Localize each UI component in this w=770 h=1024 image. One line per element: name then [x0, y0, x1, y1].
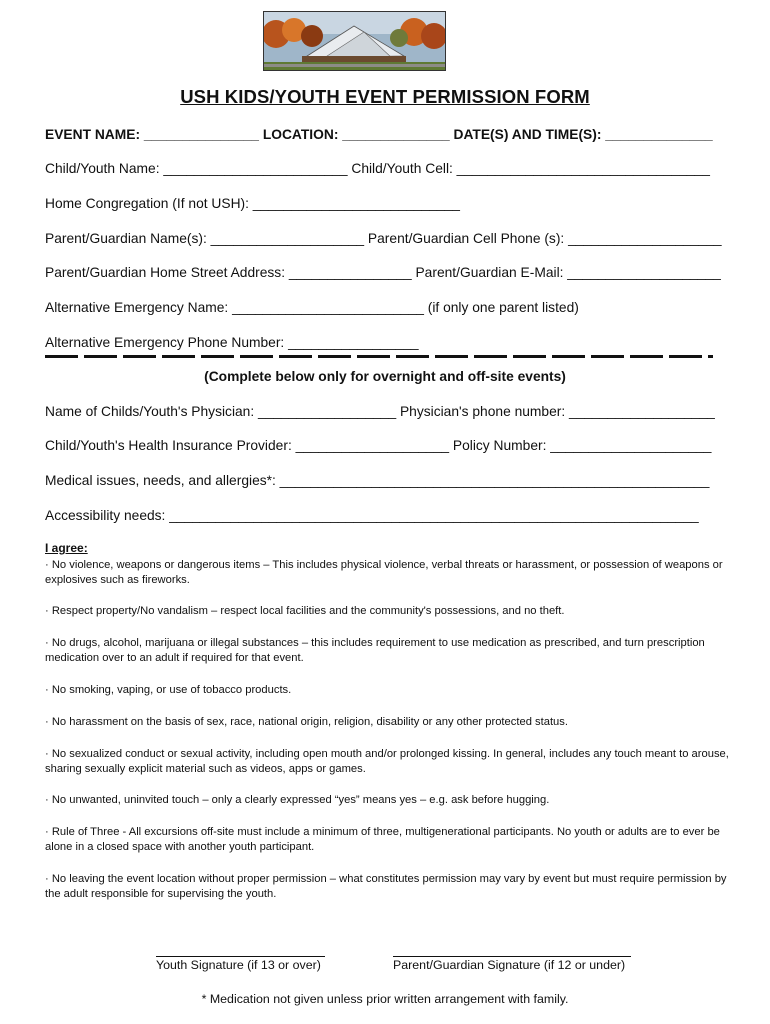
section-divider [45, 355, 713, 358]
youth-signature-label: Youth Signature (if 13 or over) [156, 958, 321, 972]
rule-item: · No leaving the event location without proper permission – what constitutes permission may vary by event but must require permission by the adult responsible for supervising the youth. [45, 873, 727, 900]
rule-item: · No violence, weapons or dangerous items – This includes physical violence, verbal threats or harassment, or possession of weapons or explosives such as fireworks. [45, 559, 723, 586]
alt-emergency-name-line[interactable]: Alternative Emergency Name: _________________________ (if only one parent listed) [45, 300, 579, 315]
rule-item: · No harassment on the basis of sex, race, national origin, religion, disability or any other protected status. [45, 716, 568, 728]
rule-item: · No drugs, alcohol, marijuana or illegal substances – this includes requirement to use medication as prescribed, and turn prescription medication over to an adult if required for that event. [45, 637, 705, 664]
agree-heading: I agree: [45, 541, 88, 555]
medication-footnote: * Medication not given unless prior written arrangement with family. [201, 992, 569, 1006]
form-title: USH KIDS/YOUTH EVENT PERMISSION FORM [180, 86, 590, 107]
overnight-note: (Complete below only for overnight and off-site events) [204, 369, 566, 384]
rule-item: · No sexualized conduct or sexual activity, including open mouth and/or prolonged kissing. In general, includes any touch meant to arouse, sharing sexually explicit material such as videos, apps or games. [45, 748, 729, 775]
rule-item: · No unwanted, uninvited touch – only a clearly expressed “yes” means yes – e.g. ask before hugging. [45, 794, 550, 806]
medical-issues-line[interactable]: Medical issues, needs, and allergies*: ________________________________________________________ [45, 473, 710, 488]
accessibility-line[interactable]: Accessibility needs: _____________________________________________________________________ [45, 508, 699, 523]
parent-names-line[interactable]: Parent/Guardian Name(s): ____________________ Parent/Guardian Cell Phone (s): ____________________ [45, 231, 722, 246]
parent-signature-line[interactable] [393, 956, 631, 957]
physician-line[interactable]: Name of Childs/Youth's Physician: __________________ Physician's phone number: ___________________ [45, 404, 715, 419]
event-info-line[interactable]: EVENT NAME: _______________ LOCATION: ______________ DATE(S) AND TIME(S): ______________ [45, 127, 713, 142]
parent-signature-label: Parent/Guardian Signature (if 12 or under) [393, 958, 626, 972]
youth-signature-line[interactable] [156, 956, 325, 957]
congregation-line[interactable]: Home Congregation (If not USH): ___________________________ [45, 196, 460, 211]
insurance-line[interactable]: Child/Youth's Health Insurance Provider: ____________________ Policy Number: _____________________ [45, 438, 712, 453]
rule-item: · Rule of Three - All excursions off-site must include a minimum of three, multigenerational participants. No youth or adults are to ever be alone in a closed space with another youth participant. [45, 826, 720, 853]
alt-emergency-phone-line[interactable]: Alternative Emergency Phone Number: _________________ [45, 335, 419, 350]
church-logo-image [263, 11, 446, 71]
child-info-line[interactable]: Child/Youth Name: ________________________ Child/Youth Cell: _________________________________ [45, 161, 710, 176]
parent-address-line[interactable]: Parent/Guardian Home Street Address: ________________ Parent/Guardian E-Mail: ____________________ [45, 265, 721, 280]
rule-item: · No smoking, vaping, or use of tobacco products. [45, 684, 292, 696]
rule-item: · Respect property/No vandalism – respect local facilities and the community's possessions, and no theft. [45, 605, 565, 617]
